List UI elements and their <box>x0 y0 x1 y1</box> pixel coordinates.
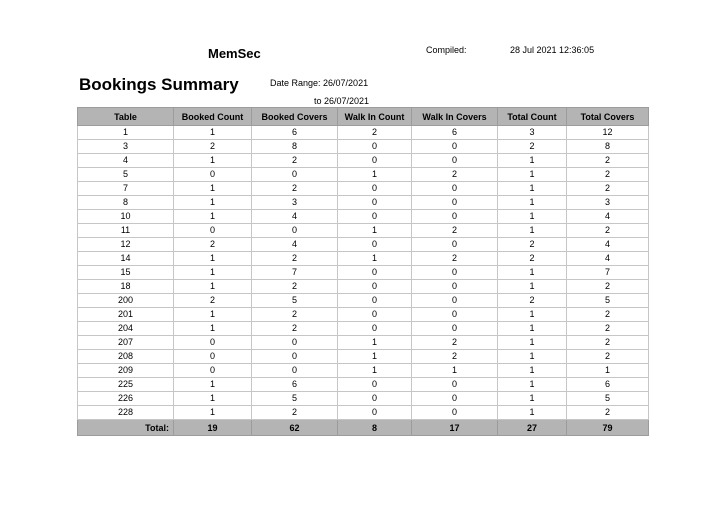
table-cell: 7 <box>252 266 338 280</box>
compiled-label: Compiled: <box>426 45 467 55</box>
table-cell: 0 <box>338 140 412 154</box>
table-cell: 1 <box>498 350 567 364</box>
table-cell: 4 <box>252 210 338 224</box>
table-cell: 1 <box>174 266 252 280</box>
table-cell: 1 <box>174 322 252 336</box>
table-cell: 0 <box>412 378 498 392</box>
table-cell: 4 <box>567 210 649 224</box>
table-cell: 3 <box>78 140 174 154</box>
table-cell: 0 <box>338 210 412 224</box>
table-cell: 2 <box>252 182 338 196</box>
column-header: Booked Covers <box>252 108 338 126</box>
table-cell: 1 <box>174 210 252 224</box>
bookings-summary-table <box>77 107 649 436</box>
table-cell: 2 <box>412 224 498 238</box>
table-row <box>78 336 649 350</box>
table-cell: 6 <box>252 126 338 140</box>
table-cell: 1 <box>412 364 498 378</box>
table-cell: 0 <box>412 140 498 154</box>
table-cell: 8 <box>78 196 174 210</box>
organization-name: MemSec <box>208 46 261 61</box>
table-row <box>78 140 649 154</box>
table-cell: 11 <box>78 224 174 238</box>
table-cell: 1 <box>498 210 567 224</box>
table-cell: 0 <box>412 154 498 168</box>
table-cell: 3 <box>498 126 567 140</box>
table-cell: 2 <box>252 252 338 266</box>
table-cell: 3 <box>567 196 649 210</box>
totals-cell: 19 <box>174 420 252 436</box>
table-cell: 4 <box>567 238 649 252</box>
table-cell: 7 <box>78 182 174 196</box>
table-cell: 3 <box>252 196 338 210</box>
table-cell: 2 <box>567 224 649 238</box>
table-cell: 2 <box>174 238 252 252</box>
table-cell: 15 <box>78 266 174 280</box>
table-cell: 5 <box>567 294 649 308</box>
table-row <box>78 224 649 238</box>
table-cell: 12 <box>567 126 649 140</box>
table-row <box>78 196 649 210</box>
table-row <box>78 308 649 322</box>
table-cell: 2 <box>252 154 338 168</box>
table-cell: 1 <box>174 406 252 420</box>
compiled-timestamp: 28 Jul 2021 12:36:05 <box>510 45 595 55</box>
table-cell: 1 <box>174 280 252 294</box>
table-cell: 0 <box>338 406 412 420</box>
report-title: Bookings Summary <box>79 75 239 94</box>
table-cell: 0 <box>412 406 498 420</box>
table-cell: 1 <box>498 378 567 392</box>
table-cell: 0 <box>174 168 252 182</box>
table-cell: 0 <box>338 182 412 196</box>
table-row <box>78 392 649 406</box>
table-cell: 0 <box>252 364 338 378</box>
table-cell: 0 <box>412 280 498 294</box>
table-cell: 4 <box>252 238 338 252</box>
table-cell: 1 <box>567 364 649 378</box>
table-row <box>78 238 649 252</box>
table-cell: 1 <box>174 252 252 266</box>
table-header-row <box>78 108 649 126</box>
table-cell: 1 <box>78 126 174 140</box>
table-cell: 14 <box>78 252 174 266</box>
table-cell: 2 <box>252 308 338 322</box>
table-cell: 1 <box>338 224 412 238</box>
table-cell: 1 <box>174 182 252 196</box>
table-cell: 0 <box>412 238 498 252</box>
table-cell: 1 <box>174 392 252 406</box>
table-cell: 5 <box>567 392 649 406</box>
table-row <box>78 266 649 280</box>
table-cell: 204 <box>78 322 174 336</box>
table-cell: 1 <box>498 168 567 182</box>
table-cell: 4 <box>78 154 174 168</box>
date-range-to: to 26/07/2021 <box>314 96 370 106</box>
table-cell: 1 <box>174 196 252 210</box>
table-cell: 200 <box>78 294 174 308</box>
table-cell: 2 <box>174 140 252 154</box>
totals-cell: 62 <box>252 420 338 436</box>
table-cell: 0 <box>338 392 412 406</box>
table-row <box>78 406 649 420</box>
table-cell: 1 <box>338 364 412 378</box>
table-cell: 2 <box>252 280 338 294</box>
table-cell: 8 <box>567 140 649 154</box>
table-row <box>78 182 649 196</box>
table-cell: 0 <box>338 294 412 308</box>
table-cell: 0 <box>338 238 412 252</box>
table-cell: 2 <box>567 280 649 294</box>
table-cell: 1 <box>498 392 567 406</box>
table-row <box>78 252 649 266</box>
table-cell: 2 <box>567 154 649 168</box>
table-cell: 1 <box>498 308 567 322</box>
table-row <box>78 154 649 168</box>
table-row <box>78 294 649 308</box>
table-cell: 0 <box>412 392 498 406</box>
table-cell: 0 <box>174 364 252 378</box>
table-cell: 8 <box>252 140 338 154</box>
table-row <box>78 350 649 364</box>
table-cell: 1 <box>174 126 252 140</box>
table-cell: 2 <box>412 168 498 182</box>
table-cell: 2 <box>567 336 649 350</box>
table-cell: 2 <box>567 182 649 196</box>
table-cell: 0 <box>412 210 498 224</box>
table-cell: 2 <box>252 406 338 420</box>
table-cell: 0 <box>412 266 498 280</box>
column-header: Walk In Count <box>338 108 412 126</box>
table-cell: 2 <box>498 294 567 308</box>
table-cell: 10 <box>78 210 174 224</box>
table-cell: 0 <box>412 196 498 210</box>
table-cell: 7 <box>567 266 649 280</box>
table-cell: 228 <box>78 406 174 420</box>
date-range-from: Date Range: 26/07/2021 <box>270 78 369 88</box>
table-cell: 1 <box>498 336 567 350</box>
column-header: Booked Count <box>174 108 252 126</box>
table-cell: 1 <box>338 336 412 350</box>
totals-cell: 17 <box>412 420 498 436</box>
table-cell: 1 <box>498 224 567 238</box>
table-cell: 0 <box>338 322 412 336</box>
totals-cell: 79 <box>567 420 649 436</box>
table-row <box>78 168 649 182</box>
table-row <box>78 322 649 336</box>
table-row <box>78 378 649 392</box>
table-cell: 1 <box>174 154 252 168</box>
table-cell: 0 <box>252 168 338 182</box>
table-cell: 0 <box>174 224 252 238</box>
table-cell: 209 <box>78 364 174 378</box>
table-cell: 225 <box>78 378 174 392</box>
table-cell: 5 <box>78 168 174 182</box>
table-cell: 1 <box>498 182 567 196</box>
table-cell: 0 <box>252 350 338 364</box>
table-cell: 1 <box>174 378 252 392</box>
table-cell: 1 <box>498 266 567 280</box>
table-row <box>78 280 649 294</box>
table-cell: 0 <box>338 266 412 280</box>
table-cell: 0 <box>412 294 498 308</box>
table-cell: 2 <box>412 350 498 364</box>
column-header: Total Count <box>498 108 567 126</box>
table-cell: 0 <box>252 224 338 238</box>
table-cell: 4 <box>567 252 649 266</box>
table-cell: 208 <box>78 350 174 364</box>
table-cell: 0 <box>412 308 498 322</box>
table-cell: 12 <box>78 238 174 252</box>
table-cell: 226 <box>78 392 174 406</box>
table-cell: 1 <box>498 322 567 336</box>
table-cell: 2 <box>174 294 252 308</box>
table-cell: 0 <box>338 280 412 294</box>
table-cell: 201 <box>78 308 174 322</box>
totals-label: Total: <box>78 420 174 436</box>
table-cell: 1 <box>498 280 567 294</box>
table-cell: 1 <box>498 196 567 210</box>
table-cell: 5 <box>252 294 338 308</box>
table-cell: 2 <box>567 322 649 336</box>
table-cell: 2 <box>567 406 649 420</box>
totals-row <box>78 420 649 436</box>
table-cell: 1 <box>498 406 567 420</box>
totals-cell: 8 <box>338 420 412 436</box>
totals-cell: 27 <box>498 420 567 436</box>
table-cell: 1 <box>498 364 567 378</box>
table-cell: 5 <box>252 392 338 406</box>
table-cell: 0 <box>338 308 412 322</box>
column-header: Total Covers <box>567 108 649 126</box>
table-cell: 0 <box>412 182 498 196</box>
column-header: Walk In Covers <box>412 108 498 126</box>
table-cell: 1 <box>174 308 252 322</box>
table-cell: 2 <box>498 252 567 266</box>
table-cell: 6 <box>252 378 338 392</box>
table-cell: 207 <box>78 336 174 350</box>
column-header: Table <box>78 108 174 126</box>
table-cell: 0 <box>338 154 412 168</box>
table-cell: 2 <box>498 140 567 154</box>
table-cell: 2 <box>252 322 338 336</box>
table-cell: 2 <box>412 252 498 266</box>
table-cell: 1 <box>498 154 567 168</box>
table-cell: 2 <box>338 126 412 140</box>
table-cell: 0 <box>412 322 498 336</box>
table-cell: 6 <box>412 126 498 140</box>
table-cell: 18 <box>78 280 174 294</box>
table-cell: 6 <box>567 378 649 392</box>
table-cell: 1 <box>338 252 412 266</box>
table-cell: 0 <box>338 196 412 210</box>
table-cell: 2 <box>412 336 498 350</box>
table-cell: 0 <box>174 350 252 364</box>
table-cell: 2 <box>567 350 649 364</box>
table-cell: 0 <box>174 336 252 350</box>
table-cell: 1 <box>338 168 412 182</box>
table-cell: 0 <box>338 378 412 392</box>
table-cell: 0 <box>252 336 338 350</box>
table-row <box>78 364 649 378</box>
table-cell: 2 <box>567 168 649 182</box>
table-row <box>78 210 649 224</box>
table-cell: 2 <box>567 308 649 322</box>
table-row <box>78 126 649 140</box>
table-cell: 1 <box>338 350 412 364</box>
table-cell: 2 <box>498 238 567 252</box>
